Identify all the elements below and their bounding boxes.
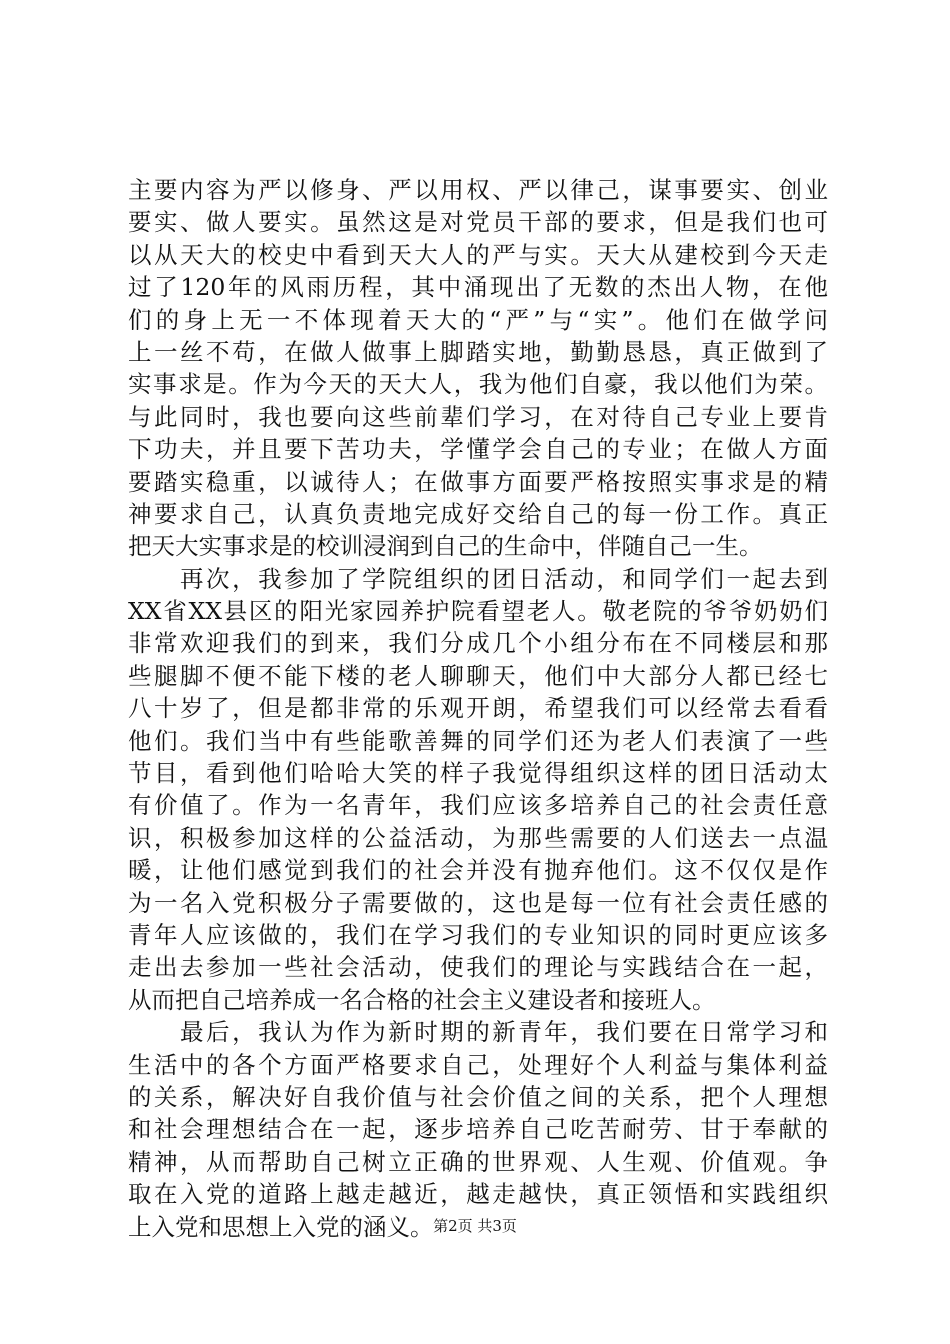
text-line: 青年人应该做的，我们在学习我们的专业知识的同时更应该多 [128,920,828,949]
text-line: 主要内容为严以修身、严以用权、严以律己，谋事要实、创业 [128,176,828,204]
text-line: 节目，看到他们哈哈大笑的样子我觉得组织这样的团日活动太 [128,759,828,788]
text-line: 上入党和思想上入党的涵义。 [128,1212,434,1241]
body-text [128,174,828,1243]
page-footer: 第2页 共3页 [433,1217,517,1235]
text-line: 非常欢迎我们的到来，我们分成几个小组分布在不同楼层和那 [128,629,828,658]
text-line: 有价值了。作为一名青年，我们应该多培养自己的社会责任意 [128,791,828,820]
text-line: 为一名入党积极分子需要做的，这也是每一位有社会责任感的 [128,888,828,917]
text-line: 精神，从而帮助自己树立正确的世界观、人生观、价值观。争 [128,1147,828,1176]
text-line: XX省XX县区的阳光家园养护院看望老人。敬老院的爷爷奶奶们 [128,597,828,626]
text-line: 与此同时，我也要向这些前辈们学习，在对待自己专业上要肯 [128,402,828,431]
text-line: 实事求是。作为今天的天大人，我为他们自豪，我以他们为荣。 [128,370,828,399]
text-line: 从而把自己培养成一名合格的社会主义建设者和接班人。 [128,985,716,1014]
text-line: 下功夫，并且要下苦功夫，学懂学会自己的专业；在做人方面 [128,435,828,464]
text-line: 要踏实稳重，以诚待人；在做事方面要严格按照实事求是的精 [128,467,828,496]
text-line: 上一丝不苟，在做人做事上脚踏实地，勤勤恳恳，真正做到了 [128,337,828,366]
text-line: 识，积极参加这样的公益活动，为那些需要的人们送去一点温 [128,823,828,852]
text-line: 过了120年的风雨历程，其中涌现出了无数的杰出人物，在他 [128,273,828,302]
text-line: 生活中的各个方面严格要求自己，处理好个人利益与集体利益 [128,1050,828,1079]
text-line: 要实、做人要实。虽然这是对党员干部的要求，但是我们也可 [128,208,828,237]
text-line: 的关系，解决好自我价值与社会价值之间的关系，把个人理想 [128,1082,828,1111]
text-line: 走出去参加一些社会活动，使我们的理论与实践结合在一起， [128,953,828,982]
text-line: 暖，让他们感觉到我们的社会并没有抛弃他们。这不仅仅是作 [128,856,828,885]
text-line: 他们。我们当中有些能歌善舞的同学们还为老人们表演了一些 [128,726,828,755]
text-line: 再次，我参加了学院组织的团日活动，和同学们一起去到 [128,564,828,593]
text-line: 最后，我认为作为新时期的新青年，我们要在日常学习和 [128,1018,828,1047]
text-line: 们的身上无一不体现着天大的“严”与“实”。他们在做学问 [128,305,828,334]
text-line: 和社会理想结合在一起，逐步培养自己吃苦耐劳、甘于奉献的 [128,1115,828,1144]
text-line: 八十岁了，但是都非常的乐观开朗，希望我们可以经常去看看 [128,694,828,723]
text-line: 取在入党的道路上越走越近，越走越快，真正领悟和实践组织 [128,1180,828,1209]
text-line: 些腿脚不便不能下楼的老人聊聊天，他们中大部分人都已经七 [128,661,828,690]
text-line: 把天大实事求是的校训浸润到自己的生命中，伴随自己一生。 [128,532,763,561]
text-line: 以从天大的校史中看到天大人的严与实。天大从建校到今天走 [128,240,828,269]
text-line: 神要求自己，认真负责地完成好交给自己的每一份工作。真正 [128,499,828,528]
